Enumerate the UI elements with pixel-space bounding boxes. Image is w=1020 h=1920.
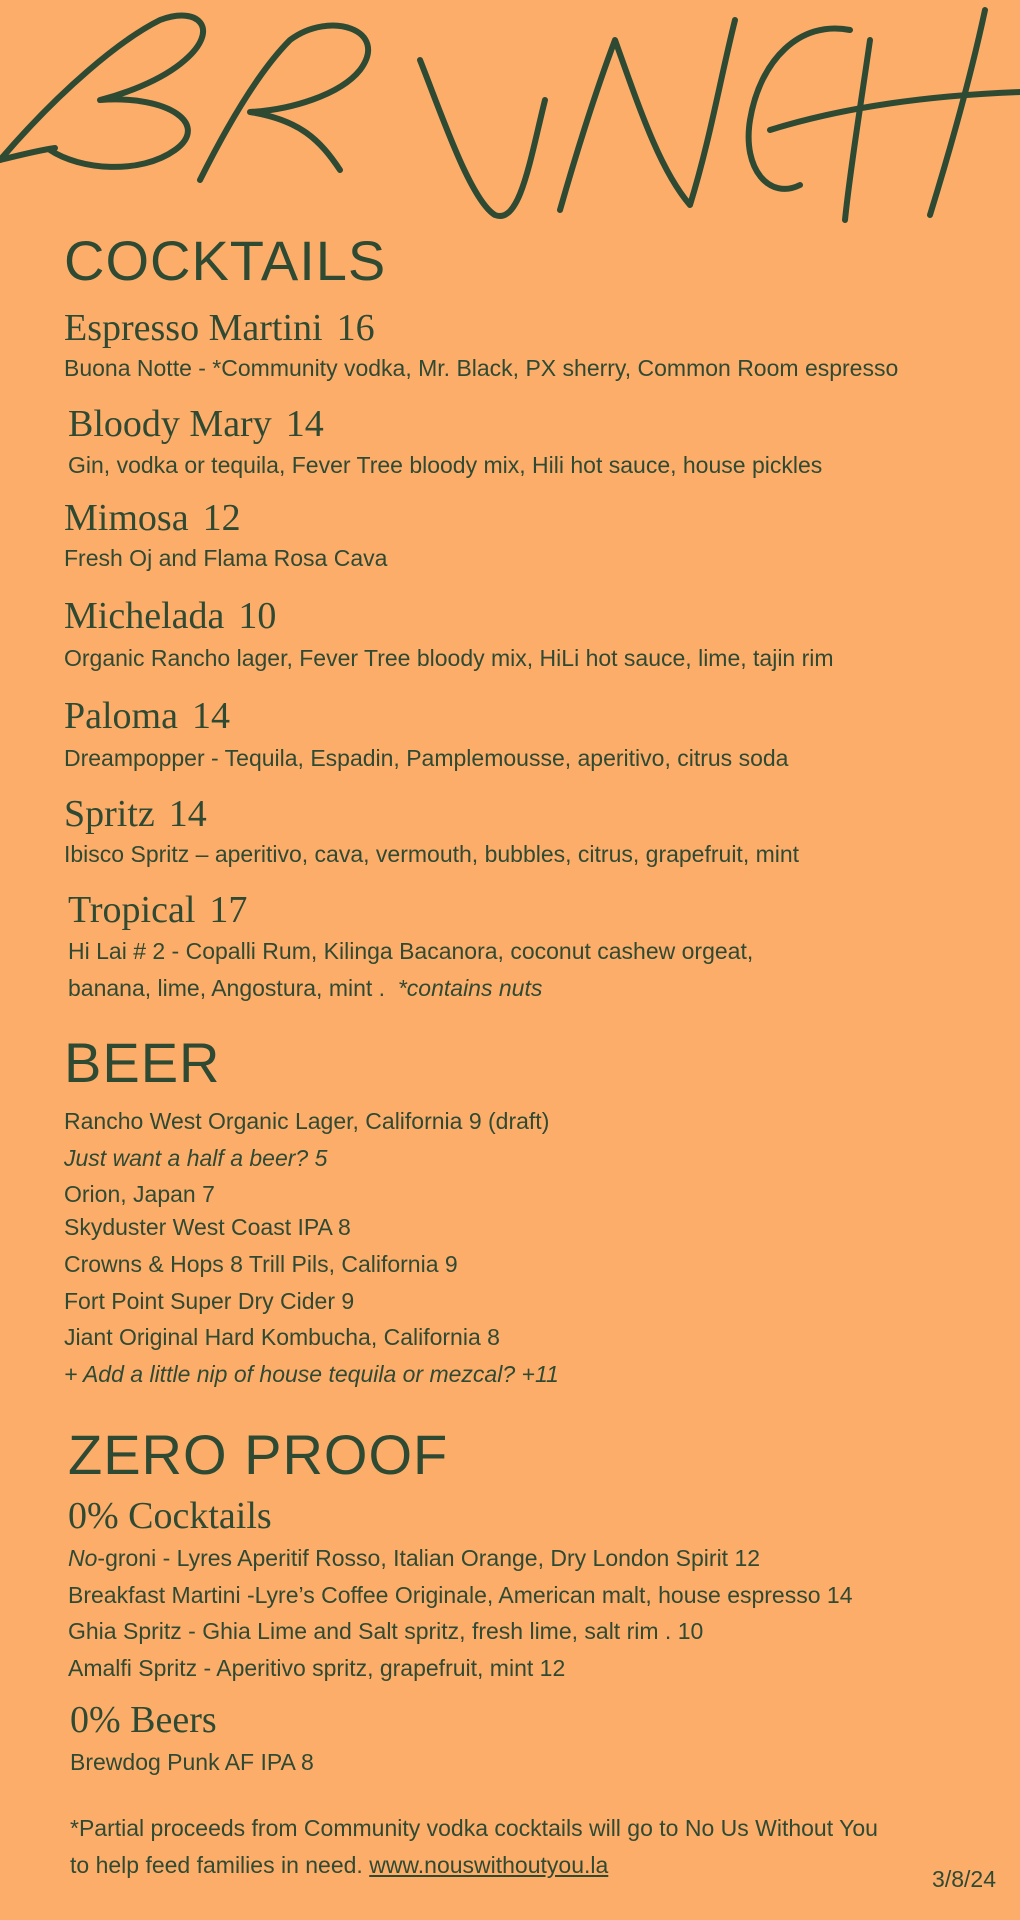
- footer-note-line2: to help feed families in need. www.nouswithoutyou.la: [70, 1852, 609, 1878]
- item-name: Mimosa 12: [64, 497, 241, 539]
- nouswithoutyou-link[interactable]: www.nouswithoutyou.la: [369, 1852, 609, 1878]
- zero-proof-cocktail-item: Ghia Spritz - Ghia Lime and Salt spritz, fresh lime, salt rim . 10: [68, 1618, 704, 1644]
- beer-item: Fort Point Super Dry Cider 9: [64, 1288, 355, 1314]
- item-name: Paloma 14: [64, 695, 230, 737]
- beer-title: BEER: [64, 1031, 221, 1094]
- item-description: Gin, vodka or tequila, Fever Tree bloody mix, Hili hot sauce, house pickles: [68, 452, 823, 478]
- item-description: Fresh Oj and Flama Rosa Cava: [64, 545, 388, 571]
- item-description: Organic Rancho lager, Fever Tree bloody mix, HiLi hot sauce, lime, tajin rim: [64, 645, 834, 671]
- beer-item-half-beer: Just want a half a beer? 5: [64, 1145, 328, 1171]
- zero-proof-cocktail-item: Breakfast Martini -Lyre’s Coffee Originale, American malt, house espresso 14: [68, 1582, 853, 1608]
- item-description: Ibisco Spritz – aperitivo, cava, vermouth, bubbles, citrus, grapefruit, mint: [64, 841, 800, 867]
- item-name: Spritz 14: [64, 793, 207, 835]
- footer-note-line1: *Partial proceeds from Community vodka cocktails will go to No Us Without You: [70, 1815, 878, 1841]
- item-name: Bloody Mary 14: [68, 403, 324, 445]
- zero-proof-beers-heading: 0% Beers: [70, 1699, 217, 1741]
- item-description-continued: banana, lime, Angostura, mint . *contains nuts: [68, 975, 543, 1001]
- item-description: Buona Notte - *Community vodka, Mr. Black, PX sherry, Common Room espresso: [64, 355, 899, 381]
- beer-item: Jiant Original Hard Kombucha, California 8: [64, 1324, 500, 1350]
- cocktails-title: COCKTAILS: [64, 229, 387, 292]
- beer-item: Orion, Japan 7: [64, 1181, 215, 1207]
- nuts-warning: *contains nuts: [397, 975, 543, 1001]
- beer-item: Rancho West Organic Lager, California 9 (draft): [64, 1108, 550, 1134]
- zero-proof-cocktail-item: Amalfi Spritz - Aperitivo spritz, grapefruit, mint 12: [68, 1655, 566, 1681]
- item-name: Tropical 17: [68, 889, 248, 931]
- brunch-script-logo: [0, 0, 1020, 240]
- item-description: Hi Lai # 2 - Copalli Rum, Kilinga Bacanora, coconut cashew orgeat,: [68, 938, 754, 964]
- zero-proof-title: ZERO PROOF: [68, 1423, 449, 1486]
- zero-proof-beer-item: Brewdog Punk AF IPA 8: [70, 1749, 314, 1775]
- menu-date: 3/8/24: [932, 1866, 996, 1892]
- beer-item: Skyduster West Coast IPA 8: [64, 1214, 351, 1240]
- item-name: Espresso Martini 16: [64, 307, 375, 349]
- beer-item: Crowns & Hops 8 Trill Pils, California 9: [64, 1251, 458, 1277]
- item-description: Dreampopper - Tequila, Espadin, Pamplemousse, aperitivo, citrus soda: [64, 745, 789, 771]
- zero-proof-cocktail-item: No-groni - Lyres Aperitif Rosso, Italian Orange, Dry London Spirit 12: [68, 1545, 761, 1571]
- item-name: Michelada 10: [64, 595, 277, 637]
- zero-proof-cocktails-heading: 0% Cocktails: [68, 1495, 272, 1537]
- beer-addon: + Add a little nip of house tequila or mezcal? +11: [64, 1361, 559, 1387]
